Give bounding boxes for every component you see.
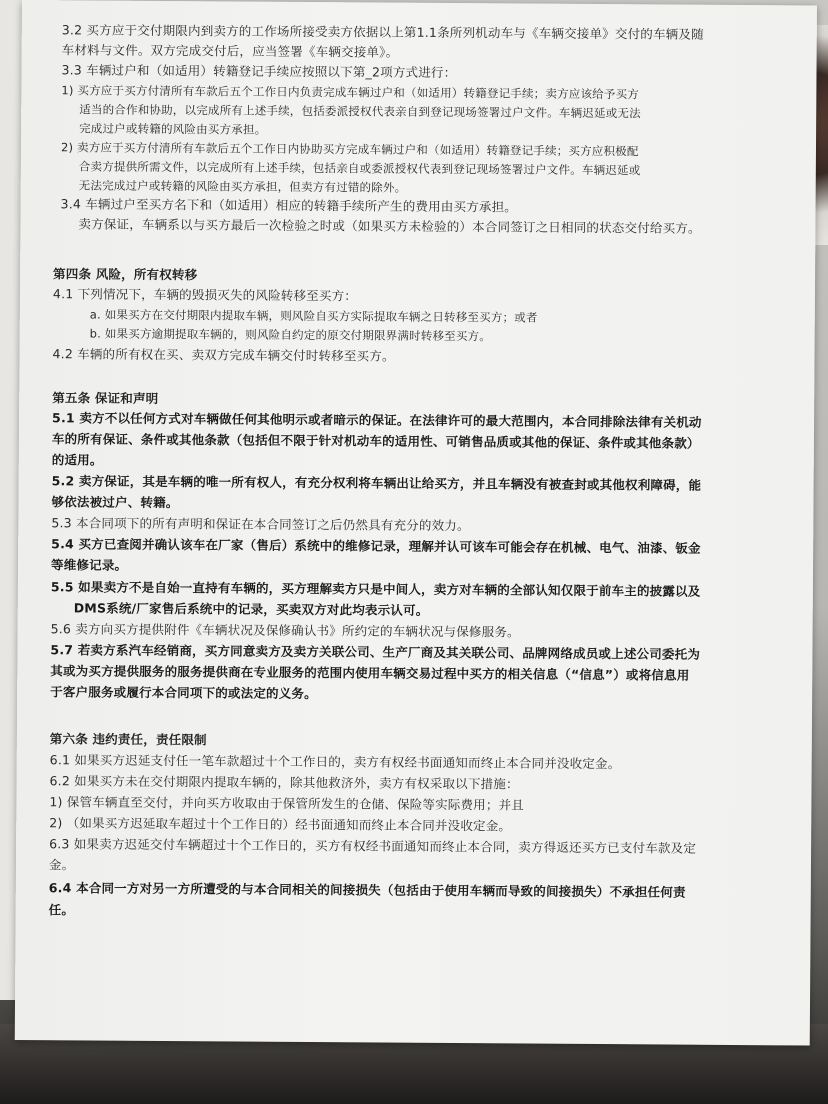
contract-text-line: DMS系统/厂家售后系统中的记录，买卖双方对此均表示认可。 xyxy=(73,600,429,618)
contract-text-line: 无法完成过户或转籍的风险由买方承担，但卖方有过错的除外。 xyxy=(78,178,407,195)
contract-text-line: 合卖方提供所需文件，以完成所有上述手续，包括亲自或委派授权代表到登记现场签署过户文件。车辆迟延或 xyxy=(78,159,641,178)
contract-text-line: 第五条 保证和声明 xyxy=(52,390,159,406)
contract-text-line: 3.4 车辆过户至买方名下和（如适用）相应的转籍手续所产生的费用由买方承担。 xyxy=(60,196,518,215)
contract-text-line: 5.4 买方已查阅并确认该车在厂家（售后）系统中的维修记录，理解并认可该车可能会存在机械、电气、油漆、钣金 xyxy=(51,536,701,556)
contract-text-line: 5.5 如果卖方不是自始一直持有车辆的，买方理解卖方只是中间人，卖方对车辆的全部认知仅限于前车主的披露以及 xyxy=(50,579,701,599)
contract-text-line: 完成过户或转籍的风险由买方承担。 xyxy=(79,121,267,137)
contract-text-line: 4.1 下列情况下，车辆的毁损灭失的风险转移至买方： xyxy=(52,286,358,304)
contract-text-line: 于客户服务或履行本合同项下的或法定的义务。 xyxy=(50,684,317,702)
contract-text-line: 6.3 如果卖方迟延交付车辆超过十个工作日的，买方有权经书面通知而终止本合同，卖方得返还买方已支付车款及定 xyxy=(49,836,697,856)
contract-text-line: 卖方保证，车辆系以与买方最后一次检验之时或（如果买方未检验的）本合同签订之日相同的状态交付给买方。 xyxy=(78,216,701,236)
contract-text-line: 适当的合作和协助，以完成所有上述手续，包括委派授权代表亲自到登记现场签署过户文件。车辆迟延或无法 xyxy=(79,102,641,121)
contract-text-line: 5.3 本合同项下的所有声明和保证在本合同签订之后仍然具有充分的效力。 xyxy=(51,515,470,534)
contract-text-line: 2) （如果买方迟延取车超过十个工作日的）经书面通知而终止本合同并没收定金。 xyxy=(49,815,512,834)
contract-text-line: 车的所有保证、条件或其他条款（包括但不限于针对机动车的适用性、可销售品质或其他的保证、条件或其他条款） xyxy=(51,431,700,451)
contract-text-line: 5.6 卖方向买方提供附件《车辆状况及保修确认书》所约定的车辆状况与保修服务。 xyxy=(50,621,520,640)
contract-text-line: 4.2 车辆的所有权在买、卖双方完成车辆交付时转移至买方。 xyxy=(52,346,395,364)
contract-text-line: 3.3 车辆过户和（如适用）转籍登记手续应按照以下第_2项方式进行： xyxy=(61,62,457,81)
contract-text-line: 2) 卖方应于买方付清所有车款后五个工作日内协助买方完成车辆过户和（如适用）转籍登记手续；买方应积极配 xyxy=(60,140,639,159)
contract-text-line: 第六条 违约责任，责任限制 xyxy=(49,731,207,748)
contract-page xyxy=(15,0,817,1046)
contract-text-line: 6.1 如果买方迟延支付任一笔车款超过十个工作日的，卖方有权经书面通知而终止本合同并没收定金。 xyxy=(49,752,621,772)
contract-text-line: 金。 xyxy=(48,857,75,873)
contract-text-line: 6.2 如果买方未在交付期限内提取车辆的，除其他救济外，卖方有权采取以下措施： xyxy=(49,773,519,792)
contract-text-line: 5.7 若卖方系汽车经销商，买方同意卖方及卖方关联公司、生产厂商及其关联公司、品牌网络成员或上述公司委托为 xyxy=(50,642,701,662)
contract-text-line: 车材料与文件。双方完成交付后，应当签署《车辆交接单》。 xyxy=(61,42,399,60)
contract-text-line: 3.2 买方应于交付期限内到卖方的工作场所接受卖方依据以上第1.1条所列机动车与《车辆交接单》交付的车辆及随 xyxy=(61,22,704,42)
contract-text-line: 1) 保管车辆直至交付，并向买方收取由于保管所发生的仓储、保险等实际费用；并且 xyxy=(49,794,525,813)
contract-text-line: a. 如果买方在交付期限内提取车辆，则风险自买方实际提取车辆之日转移至买方；或者 xyxy=(89,307,538,325)
contract-text-line: 其或为买方提供服务的服务提供商在专业服务的范围内使用车辆交易过程中买方的相关信息（“信息”）或将信息用 xyxy=(50,663,690,683)
contract-text-line: 够依法被过户、转籍。 xyxy=(51,494,179,511)
contract-text-line: 等维修记录。 xyxy=(51,557,128,573)
contract-text-line: 1) 买方应于买方付清所有车款后五个工作日内负责完成车辆过户和（如适用）转籍登记手续；卖方应该给予买方 xyxy=(61,83,640,102)
contract-text-line: 的适用。 xyxy=(51,452,103,468)
contract-text-line: b. 如果买方逾期提取车辆的，则风险自约定的原交付期限界满时转移至买方。 xyxy=(89,326,492,344)
contract-text-line: 6.4 本合同一方对另一方所遭受的与本合同相关的间接损失（包括由于使用车辆而导致的间接损失）不承担任何责 xyxy=(48,880,686,900)
contract-text-line: 任。 xyxy=(48,902,75,918)
contract-text-line: 5.2 卖方保证，其是车辆的唯一所有权人，有充分权利将车辆出让给买方，并且车辆没有被查封或其他权利障碍，能 xyxy=(51,473,702,493)
contract-text-line: 5.1 卖方不以任何方式对车辆做任何其他明示或者暗示的保证。在法律许可的最大范围内，本合同排除法律有关机动 xyxy=(52,410,702,430)
contract-text-line: 第四条 风险，所有权转移 xyxy=(53,266,198,283)
